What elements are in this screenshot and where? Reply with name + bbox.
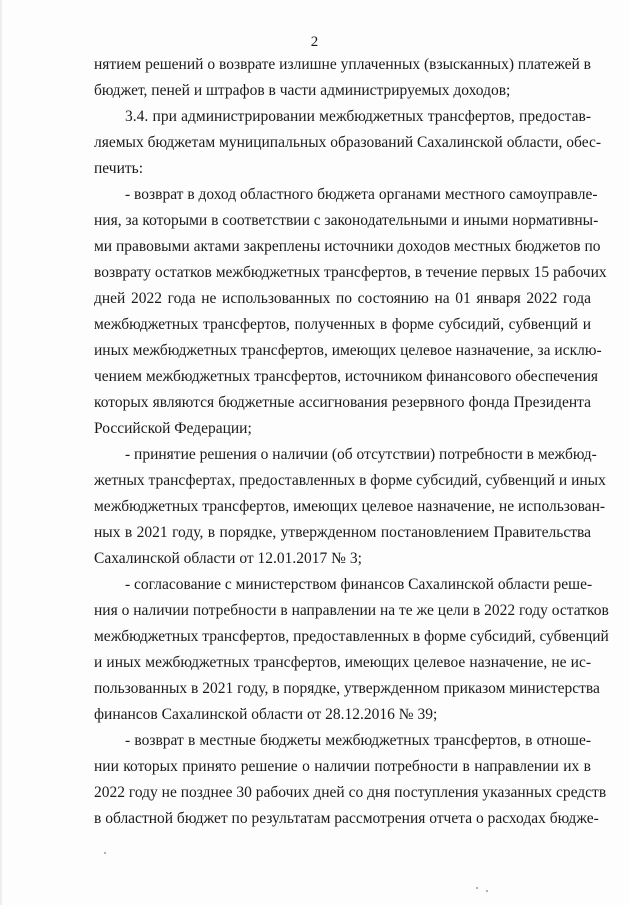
- text-line: ми правовыми актами закреплены источники доходов местных бюджетов по: [94, 238, 601, 255]
- text-line: Российской Федерации;: [94, 420, 252, 437]
- text-line: ляемых бюджетам муниципальных образований Сахалинской области, обес-: [94, 134, 602, 151]
- text-line: - возврат в местные бюджеты межбюджетных трансфертов, в отноше-: [125, 732, 591, 749]
- page-number: 2: [310, 34, 319, 50]
- text-line: бюджет, пеней и штрафов в части администрируемых доходов;: [94, 82, 511, 99]
- text-line: которых являются бюджетные ассигнования резервного фонда Президента: [94, 394, 591, 411]
- text-line: межбюджетных трансфертов, предоставленных в форме субсидий, субвенций: [94, 628, 609, 645]
- text-line: жетных трансфертах, предоставленных в форме субсидий, субвенций и иных: [94, 472, 606, 489]
- scan-speck: [486, 890, 488, 892]
- text-line: 3.4. при администрировании межбюджетных трансфертов, предостав-: [125, 108, 591, 125]
- text-line: чением межбюджетных трансфертов, источником финансового обеспечения: [94, 368, 599, 385]
- text-line: пользованных в 2021 году, в порядке, утвержденном приказом министерства: [94, 680, 600, 697]
- scan-edge-shadow: [0, 0, 3, 905]
- text-line: иных межбюджетных трансфертов, имеющих целевое назначение, за исклю-: [94, 342, 602, 359]
- text-line: - согласование с министерством финансов Сахалинской области реше-: [125, 576, 593, 593]
- text-line: ния о наличии потребности в направлении на те же цели в 2022 году остатков: [94, 602, 609, 619]
- text-line: финансов Сахалинской области от 28.12.2016 № 39;: [94, 706, 438, 723]
- text-line: - принятие решения о наличии (об отсутствии) потребности в межбюд-: [125, 446, 597, 463]
- text-line: и иных межбюджетных трансфертов, имеющих целевое назначение, не ис-: [94, 654, 591, 671]
- text-line: межбюджетных трансфертов, имеющих целевое назначение, не использован-: [94, 498, 606, 515]
- scan-speck: [104, 852, 106, 854]
- text-line: 2022 году не позднее 30 рабочих дней со дня поступления указанных средств: [94, 784, 607, 801]
- document-body: [94, 52, 609, 832]
- text-line: нятием решений о возврате излишне уплаченных (взысканных) платежей в: [94, 56, 591, 73]
- text-line: возврату остатков межбюджетных трансфертов, в течение первых 15 рабочих: [94, 264, 607, 281]
- text-line: Сахалинской области от 12.01.2017 № 3;: [94, 550, 362, 567]
- text-line: нии которых принято решение о наличии потребности в направлении их в: [94, 758, 591, 775]
- text-line: дней 2022 года не использованных по состоянию на 01 января 2022 года: [94, 290, 591, 307]
- text-line: в областной бюджет по результатам рассмотрения отчета о расходах бюдже-: [94, 810, 599, 827]
- text-line: ния, за которыми в соответствии с законодательными и иными нормативны-: [94, 212, 599, 229]
- scan-speck: [476, 887, 478, 889]
- text-line: - возврат в доход областного бюджета органами местного самоуправле-: [125, 186, 598, 203]
- text-line: межбюджетных трансфертов, полученных в форме субсидий, субвенций и: [94, 316, 591, 333]
- text-line: печить:: [94, 160, 144, 177]
- text-line: ных в 2021 году, в порядке, утвержденном постановлением Правительства: [94, 524, 591, 541]
